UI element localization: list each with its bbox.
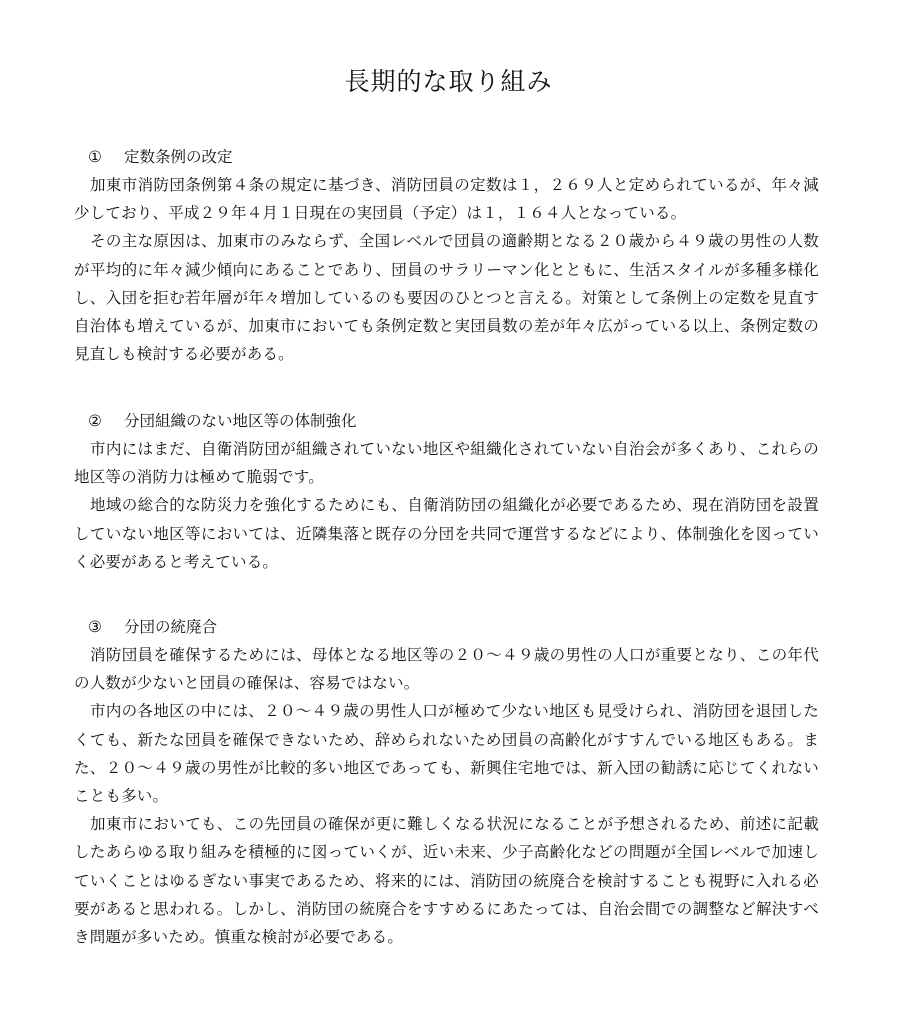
section-heading-text: 分団の統廃合 bbox=[124, 618, 218, 636]
section-quota-ordinance bbox=[74, 143, 819, 368]
section-heading bbox=[74, 407, 819, 435]
section-number: ③ bbox=[88, 618, 102, 636]
paragraph: 加東市においても、この先団員の確保が更に難しくなる状況になることが予想されるため、前述に記載したあらゆる取り組みを積極的に図っていくが、近い未来、少子高齢化などの問題が全国レベルで加速していくことはゆるぎない事実であるため、将来的には、消防団の統廃合を検討することも視野に入れる必要があると思われる。しかし、消防団の統廃合をすすめるにあたっては、自治会間での調整など解決すべき問題が多いため。慎重な検討が必要である。 bbox=[74, 815, 819, 947]
page-title: 長期的な取り組み bbox=[344, 67, 553, 96]
paragraph: 消防団員を確保するためには、母体となる地区等の２０～４９歳の男性の人口が重要となり、この年代の人数が少ないと団員の確保は、容易ではない。 bbox=[74, 646, 819, 693]
paragraph: 市内にはまだ、自衛消防団が組織されていない地区や組織化されていない自治会が多くあり、これらの地区等の消防力は極めて脆弱です。 bbox=[74, 440, 819, 487]
section-district-strengthening bbox=[74, 407, 819, 576]
paragraph: 市内の各地区の中には、２０～４９歳の男性人口が極めて少ない地区も見受けられ、消防団を退団したくても、新たな団員を確保できないため、辞められないため団員の高齢化がすすんでいる地区もある。また、２０～４９歳の男性が比較的多い地区であっても、新興住宅地では、新入団の勧誘に応じてくれないことも多い。 bbox=[74, 702, 819, 806]
section-heading bbox=[74, 143, 819, 171]
section-heading bbox=[74, 613, 819, 641]
section-heading-text: 分団組織のない地区等の体制強化 bbox=[124, 412, 357, 430]
paragraph: 地域の総合的な防災力を強化するためにも、自衛消防団の組織化が必要であるため、現在消防団を設置していない地区等においては、近隣集落と既存の分団を共同で運営するなどにより、体制強化を図っていく必要があると考えている。 bbox=[74, 496, 819, 571]
section-heading-text: 定数条例の改定 bbox=[124, 148, 233, 166]
section-number: ② bbox=[88, 412, 102, 430]
paragraph: その主な原因は、加東市のみならず、全国レベルで団員の適齢期となる２０歳から４９歳の男性の人数が平均的に年々減少傾向にあることであり、団員のサラリーマン化とともに、生活スタイルが多種多様化し、入団を拒む若年層が年々増加しているのも要因のひとつと言える。対策として条例上の定数を見直す自治体も増えているが、加東市においても条例定数と実団員数の差が年々広がっている以上、条例定数の見直しも検討する必要がある。 bbox=[74, 232, 819, 364]
section-number: ① bbox=[88, 148, 102, 166]
paragraph: 加東市消防団条例第４条の規定に基づき、消防団員の定数は１，２６９人と定められているが、年々減少しており、平成２９年４月１日現在の実団員（予定）は１，１６４人となっている。 bbox=[74, 176, 819, 223]
section-unit-consolidation bbox=[74, 613, 819, 951]
